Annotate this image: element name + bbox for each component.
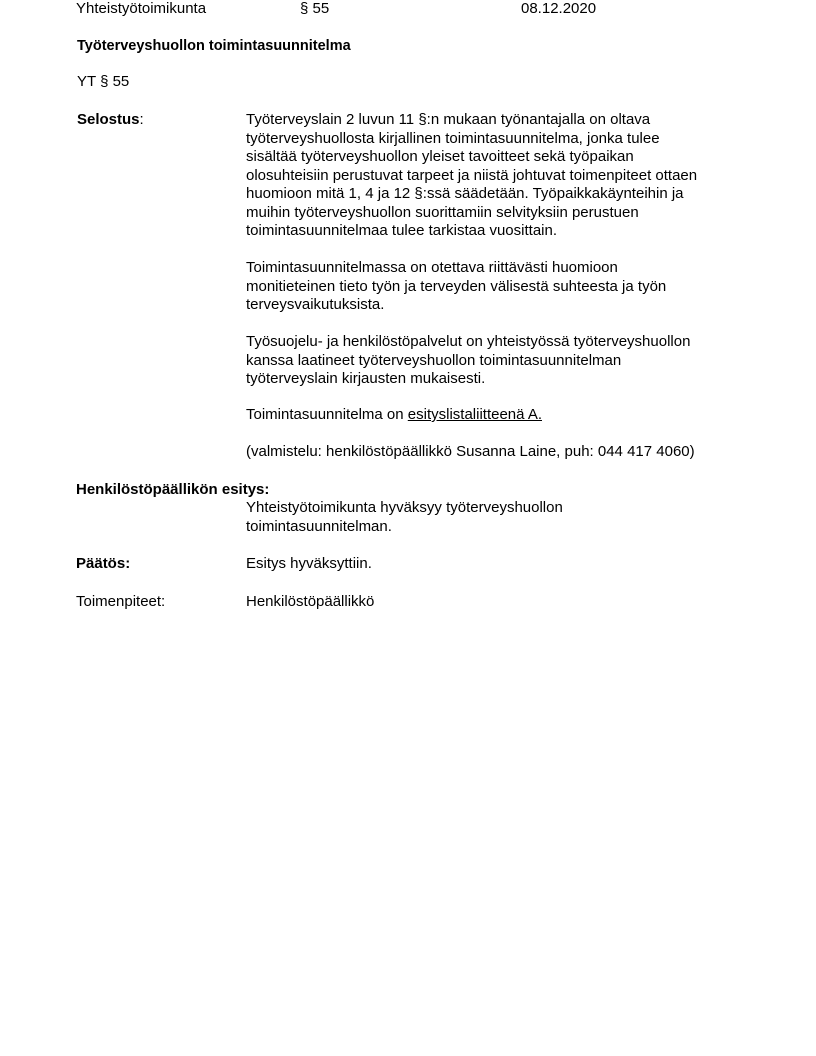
header-committee: Yhteistyötoimikunta (76, 0, 207, 17)
decision-text: Esitys hyväksyttiin. (246, 555, 372, 572)
actions-text: Henkilöstöpäällikkö (246, 593, 375, 610)
paragraph-line: työterveyshuollosta kirjallinen toimintasuunnitelma, jonka tulee (246, 129, 660, 147)
decision-label: Päätös: (76, 555, 131, 572)
paragraph-line: toimintasuunnitelmaa tulee tarkistaa vuosittain. (246, 222, 558, 239)
selostus-label-colon: : (139, 111, 144, 128)
selostus-paragraph-3 (246, 333, 746, 389)
attachment-link[interactable]: esityslistaliitteenä A. (407, 406, 542, 423)
selostus-label-text: Selostus (77, 111, 140, 128)
paragraph-line: huomioon mitä 1, 4 ja 12 §:ssä säädetään. Työpaikkakäynteihin ja (246, 185, 684, 202)
header-date: 08.12.2020 (521, 0, 597, 17)
header-section: § 55 (300, 0, 330, 17)
selostus-label (77, 111, 144, 128)
paragraph-line: Toimintasuunnitelmassa on otettava riittävästi huomioon (246, 259, 618, 276)
proposal-line: Yhteistyötoimikunta hyväksyy työterveyshuollon (246, 499, 563, 516)
attachment-prefix: Toimintasuunnitelma on (246, 406, 408, 423)
paragraph-line: olosuhteisiin perustuvat tarpeet ja niistä johtuvat toimenpiteet ottaen (246, 166, 698, 184)
document-title: Työterveyshuollon toimintasuunnitelma (77, 38, 351, 54)
selostus-paragraph-1 (246, 111, 746, 241)
reference: YT § 55 (77, 73, 130, 90)
paragraph-line: muihin työterveyshuollon suorittamiin selvityksiin perustuen (246, 203, 639, 221)
proposal-line: toimintasuunnitelman. (246, 517, 392, 535)
paragraph-line: terveysvaikutuksista. (246, 296, 385, 313)
actions-label: Toimenpiteet: (76, 593, 166, 610)
preparer-info: (valmistelu: henkilöstöpäällikkö Susanna Laine, puh: 044 417 4060) (246, 443, 695, 460)
attachment-line (246, 406, 746, 425)
paragraph-line: kanssa laatineet työterveyshuollon toimintasuunnitelman (246, 351, 622, 369)
paragraph-line: Työsuojelu- ja henkilöstöpalvelut on yhteistyössä työterveyshuollon (246, 333, 691, 350)
proposal-label: Henkilöstöpäällikön esitys: (76, 481, 270, 498)
paragraph-line: Työterveyslain 2 luvun 11 §:n mukaan työnantajalla on oltava (246, 111, 651, 128)
paragraph-line: sisältää työterveyshuollon yleiset tavoitteet sekä työpaikan (246, 148, 634, 165)
paragraph-line: monitieteinen tieto työn ja terveyden välisestä suhteesta ja työn (246, 277, 667, 295)
paragraph-line: työterveyslain kirjausten mukaisesti. (246, 370, 486, 387)
proposal-text (246, 499, 746, 536)
selostus-paragraph-2 (246, 259, 746, 315)
